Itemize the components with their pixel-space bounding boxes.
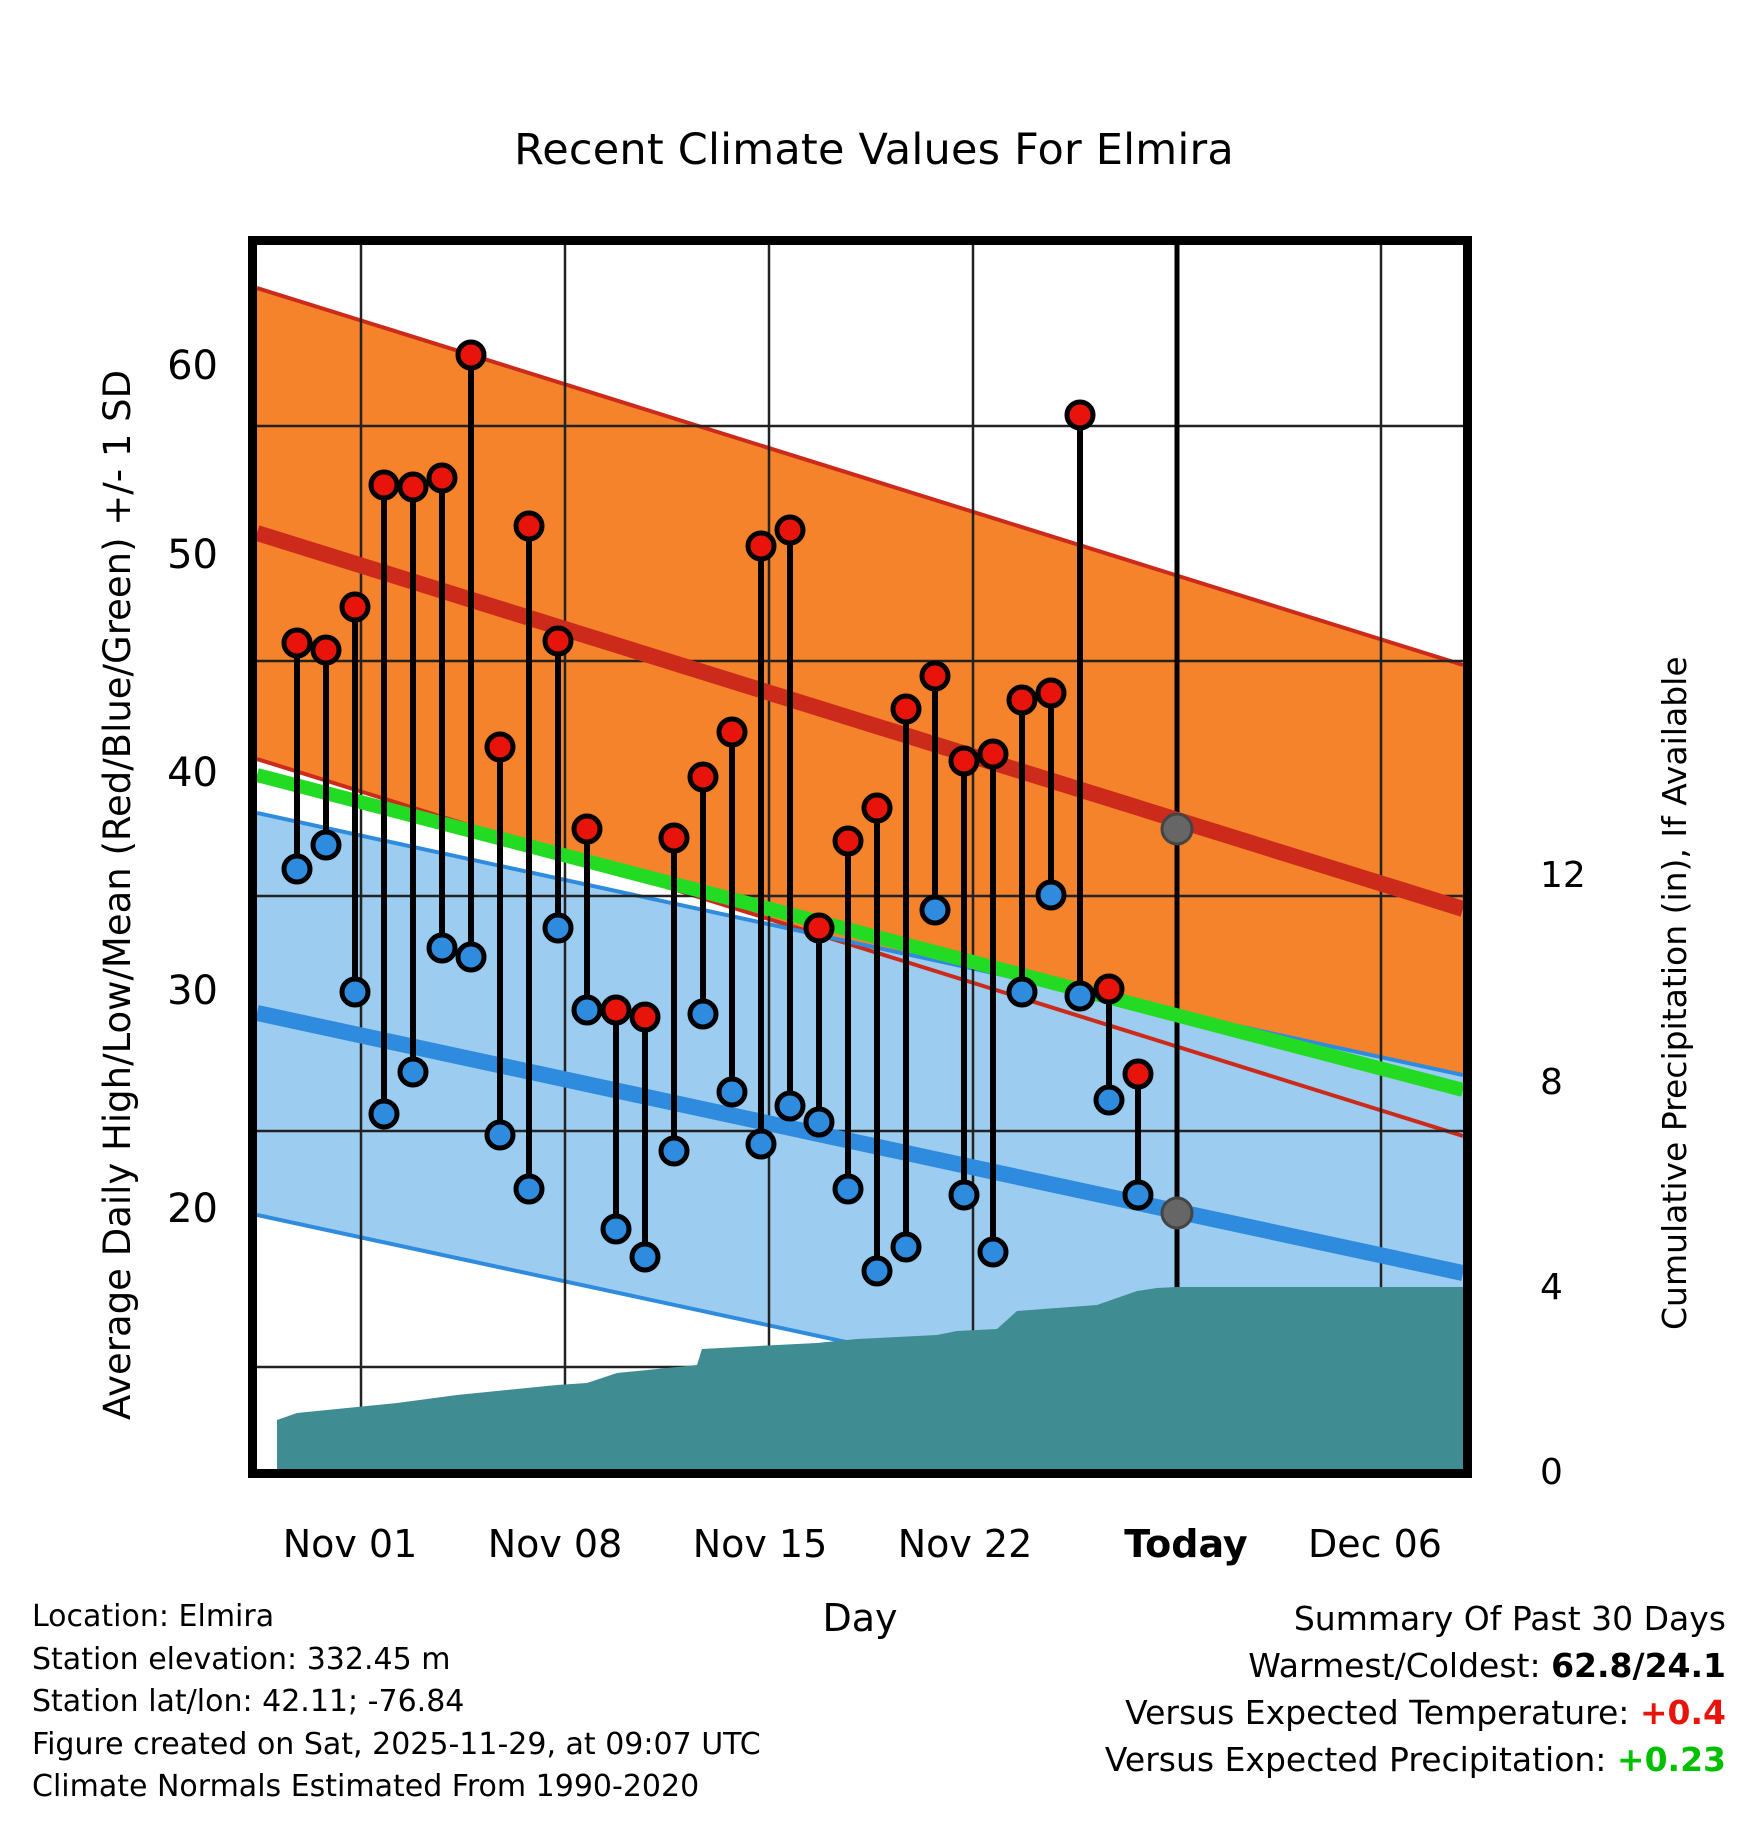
chart-title: Recent Climate Values For Elmira (514, 125, 1234, 175)
y-tick-left-60: 60 (167, 343, 218, 389)
summary-value-vs-temperature: +0.4 (1639, 1692, 1726, 1732)
x-tick-nov-22: Nov 22 (897, 1522, 1033, 1566)
metadata-location: Location: Elmira (32, 1599, 275, 1634)
y-axis-label-right: Cumulative Precipitation (in), If Available (1655, 656, 1694, 1330)
summary-row-warmest-coldest (1105, 1643, 1726, 1690)
metadata-normals: Climate Normals Estimated From 1990-2020 (32, 1769, 700, 1805)
y-tick-right-12: 12 (1540, 855, 1586, 896)
metadata-elevation: Station elevation: 332.45 m (32, 1641, 451, 1677)
y-axis-label-left: Average Daily High/Low/Mean (Red/Blue/Green) +/- 1 SD (96, 369, 139, 1420)
summary-value-warmest-coldest: 62.8/24.1 (1551, 1645, 1726, 1685)
y-tick-right-8: 8 (1540, 1062, 1563, 1103)
summary-value-vs-precipitation: +0.23 (1616, 1739, 1726, 1779)
metadata-block (32, 1596, 761, 1809)
x-tick-today: Today (1124, 1522, 1248, 1566)
summary-label-warmest-coldest: Warmest/Coldest: (1248, 1645, 1541, 1685)
x-tick-nov-15: Nov 15 (692, 1522, 828, 1566)
summary-label-vs-precipitation: Versus Expected Precipitation: (1104, 1739, 1607, 1779)
metadata-created: Figure created on Sat, 2025-11-29, at 09:07 UTC (32, 1726, 761, 1762)
today-high-avg-marker (1162, 814, 1192, 844)
y-tick-left-30: 30 (167, 968, 218, 1014)
y-tick-left-50: 50 (167, 532, 218, 578)
plot-area (248, 236, 1472, 1478)
metadata-latlon: Station lat/lon: 42.11; -76.84 (32, 1684, 465, 1720)
plot-svg (257, 245, 1463, 1469)
x-tick-nov-01: Nov 01 (282, 1522, 418, 1566)
y-tick-right-0: 0 (1540, 1452, 1563, 1493)
summary-row-vs-precipitation (1105, 1737, 1726, 1784)
summary-label-vs-temperature: Versus Expected Temperature: (1125, 1692, 1630, 1732)
x-tick-nov-08: Nov 08 (487, 1522, 623, 1566)
y-tick-left-20: 20 (167, 1186, 218, 1232)
x-axis-label: Day (822, 1596, 898, 1640)
y-tick-left-40: 40 (167, 750, 218, 796)
summary-row-vs-temperature (1105, 1690, 1726, 1737)
today-low-avg-marker (1162, 1198, 1192, 1228)
summary-heading: Summary Of Past 30 Days (1293, 1599, 1726, 1638)
summary-block (1105, 1596, 1726, 1783)
x-tick-dec-06: Dec 06 (1308, 1522, 1442, 1566)
y-tick-right-4: 4 (1540, 1267, 1563, 1308)
